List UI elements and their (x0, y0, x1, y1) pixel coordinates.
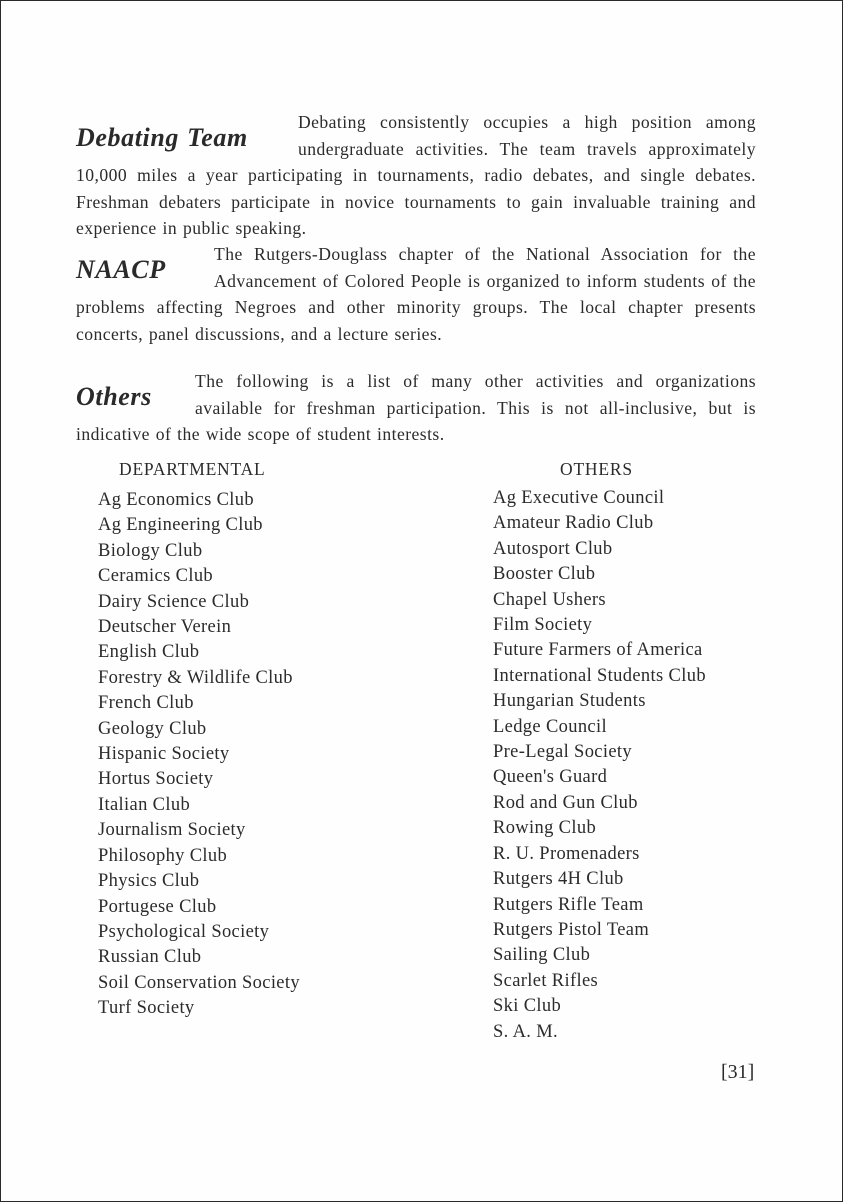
list-item: Portugese Club (98, 896, 217, 917)
list-item: Chapel Ushers (493, 589, 606, 610)
list-item: English Club (98, 642, 200, 663)
list-item: Physics Club (98, 871, 200, 892)
others-section (76, 368, 756, 448)
list-item: Hortus Society (98, 769, 214, 790)
list-item: Rutgers 4H Club (493, 869, 624, 890)
naacp-section (76, 241, 756, 347)
list-item: French Club (98, 693, 194, 714)
debating-team-text: Debating consistently occupies a high position among undergraduate activities. The team travels approximately 10,000 miles a year participating in tournaments, radio debates, and single debates. Freshman debaters participate in novice tournaments to gain invaluable training and experience in public speaking. (76, 112, 756, 238)
list-item: Amateur Radio Club (493, 513, 654, 534)
others-list (493, 486, 706, 1045)
list-item: Sailing Club (493, 945, 591, 966)
list-item: Deutscher Verein (98, 617, 232, 638)
list-item: Ag Executive Council (493, 488, 665, 508)
others-column-heading: OTHERS (560, 459, 633, 479)
list-item: Booster Club (493, 564, 596, 585)
list-item: Philosophy Club (98, 845, 228, 866)
list-item: Scarlet Rifles (493, 970, 599, 991)
list-item: S. A. M. (493, 1021, 559, 1042)
list-item: Film Society (493, 615, 593, 636)
list-item: Rowing Club (493, 818, 597, 839)
departmental-list (98, 488, 300, 1022)
list-item: Rutgers Rifle Team (493, 894, 644, 915)
list-item: Future Farmers of America (493, 640, 703, 661)
list-item: R. U. Promenaders (493, 843, 640, 864)
list-item: Autosport Club (493, 538, 613, 559)
list-item: Ceramics Club (98, 566, 214, 587)
list-item: Hungarian Students (493, 691, 646, 712)
list-item: Queen's Guard (493, 767, 608, 788)
list-item: Ski Club (493, 996, 562, 1017)
list-item: Pre-Legal Society (493, 742, 632, 763)
list-item: Dairy Science Club (98, 591, 250, 612)
list-item: Forestry & Wildlife Club (98, 667, 293, 688)
list-item: Ledge Council (493, 716, 607, 737)
others-heading: Others (76, 382, 152, 411)
list-item: Italian Club (98, 794, 191, 815)
list-item: Soil Conservation Society (98, 972, 300, 993)
debating-team-section (76, 109, 756, 242)
list-item: Russian Club (98, 947, 202, 968)
list-item: Journalism Society (98, 820, 246, 841)
departmental-column-heading: DEPARTMENTAL (119, 459, 266, 479)
list-item: Psychological Society (98, 921, 270, 942)
others-text: The following is a list of many other activities and organizations available for freshman participation. This is not all-inclusive, but is indicative of the wide scope of student interests. (76, 371, 756, 444)
naacp-text: The Rutgers-Douglass chapter of the National Association for the Advancement of Colored People is organized to inform students of the problems affecting Negroes and other minority groups. The local chapter presents concerts, panel discussions, and a lecture series. (76, 244, 756, 344)
list-item: Turf Society (98, 998, 195, 1019)
list-item: Rod and Gun Club (493, 792, 638, 813)
list-item: Hispanic Society (98, 744, 230, 765)
naacp-heading: NAACP (76, 255, 166, 284)
list-item: Geology Club (98, 718, 207, 739)
list-item: International Students Club (493, 665, 706, 686)
list-item: Ag Engineering Club (98, 515, 263, 536)
list-item: Biology Club (98, 540, 203, 561)
page-number: [31] (721, 1061, 755, 1083)
debating-team-heading: Debating Team (76, 123, 248, 152)
list-item: Rutgers Pistol Team (493, 919, 650, 940)
list-item: Ag Economics Club (98, 490, 254, 510)
